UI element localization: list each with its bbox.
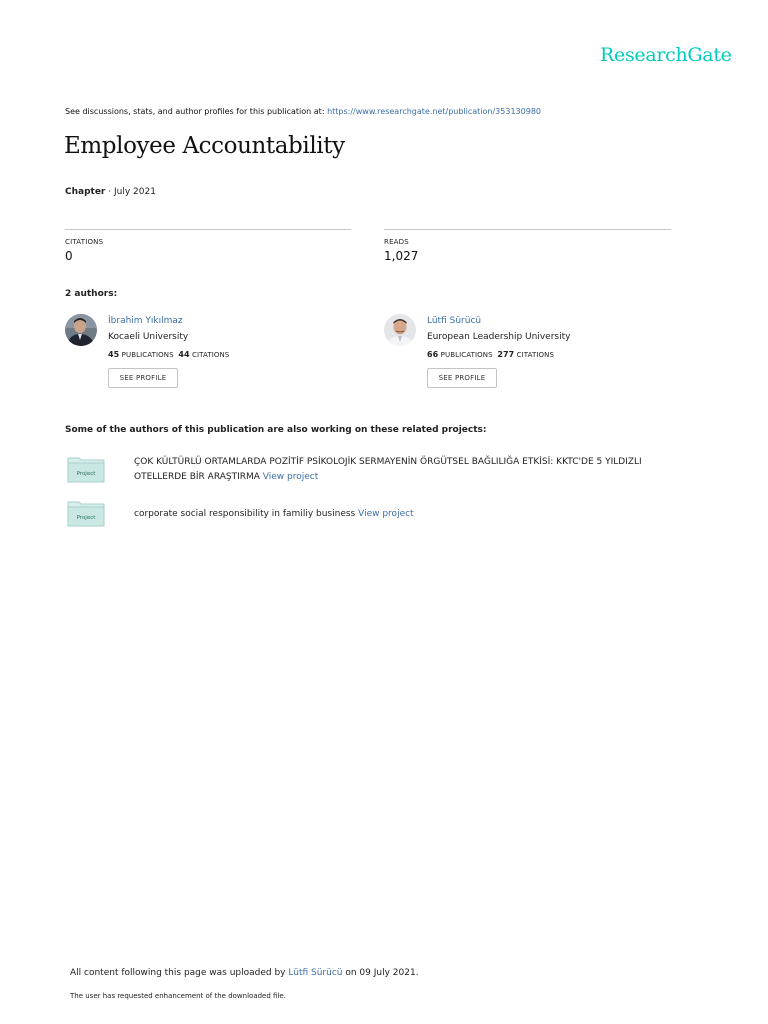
publication-title: Employee Accountability [64, 133, 345, 159]
upload-notice [70, 968, 419, 978]
reads-divider [384, 229, 671, 230]
project-title: corporate social responsibility in familiy business [134, 509, 356, 519]
author-name-link[interactable]: Lütfi Sürücü [427, 316, 482, 326]
publication-url-link[interactable]: https://www.researchgate.net/publication/353130980 [327, 107, 541, 116]
citations-count: 277 [497, 350, 515, 359]
project-title: ÇOK KÜLTÜRLÜ ORTAMLARDA POZİTİF PSİKOLOJİK SERMAYENİN ÖRGÜTSEL BAĞLILIĞA ETKİSİ: KKTC'DE 5 YILDIZLI OTELLERDE BİR ARAŞTIRMA [134, 457, 642, 482]
see-discussions-text: See discussions, stats, and author profiles for this publication at: [65, 107, 325, 116]
see-profile-button[interactable]: SEE PROFILE [108, 368, 178, 388]
upload-prefix: All content following this page was uploaded by [70, 968, 286, 978]
project-folder-icon[interactable] [67, 455, 105, 483]
authors-heading: 2 authors: [65, 289, 118, 299]
author-photo-icon [384, 314, 416, 346]
publication-date: July 2021 [113, 187, 156, 197]
author-stats [427, 350, 554, 359]
view-project-link[interactable]: View project [262, 472, 319, 482]
project-item [134, 455, 694, 485]
project-folder-label: Project [76, 471, 96, 477]
publications-count: 66 [427, 350, 439, 359]
author-avatar[interactable] [65, 314, 97, 346]
citations-label: CITATIONS [516, 351, 555, 359]
citations-divider [65, 229, 351, 230]
publication-meta [65, 187, 156, 197]
see-profile-button[interactable]: SEE PROFILE [427, 368, 497, 388]
meta-separator: · [105, 187, 114, 197]
view-project-link[interactable]: View project [358, 509, 414, 519]
publication-type: Chapter [65, 187, 106, 197]
related-projects-heading: Some of the authors of this publication are also working on these related projects: [65, 425, 487, 435]
see-discussions-line [65, 107, 541, 116]
author-avatar[interactable] [384, 314, 416, 346]
publications-label: PUBLICATIONS [440, 351, 493, 359]
author-stats [108, 350, 229, 359]
project-item [134, 507, 694, 522]
citations-label: CITATIONS [65, 238, 104, 246]
author-institution: European Leadership University [427, 332, 571, 342]
author-institution: Kocaeli University [108, 332, 189, 342]
citations-value: 0 [65, 249, 73, 263]
project-folder-icon[interactable] [67, 499, 105, 527]
citations-label: CITATIONS [191, 351, 230, 359]
researchgate-logo[interactable]: ResearchGate [600, 44, 732, 66]
reads-label: READS [384, 238, 409, 246]
project-folder-label: Project [76, 515, 96, 521]
author-photo-icon [65, 314, 97, 346]
citations-count: 44 [178, 350, 190, 359]
enhancement-request-note: The user has requested enhancement of the downloaded file. [70, 992, 286, 1000]
author-name-link[interactable]: İbrahim Yıkılmaz [108, 316, 183, 326]
publications-label: PUBLICATIONS [121, 351, 174, 359]
upload-suffix: on 09 July 2021. [345, 968, 419, 978]
reads-value: 1,027 [384, 249, 419, 263]
uploader-link[interactable]: Lütfi Sürücü [288, 968, 343, 978]
publications-count: 45 [108, 350, 120, 359]
